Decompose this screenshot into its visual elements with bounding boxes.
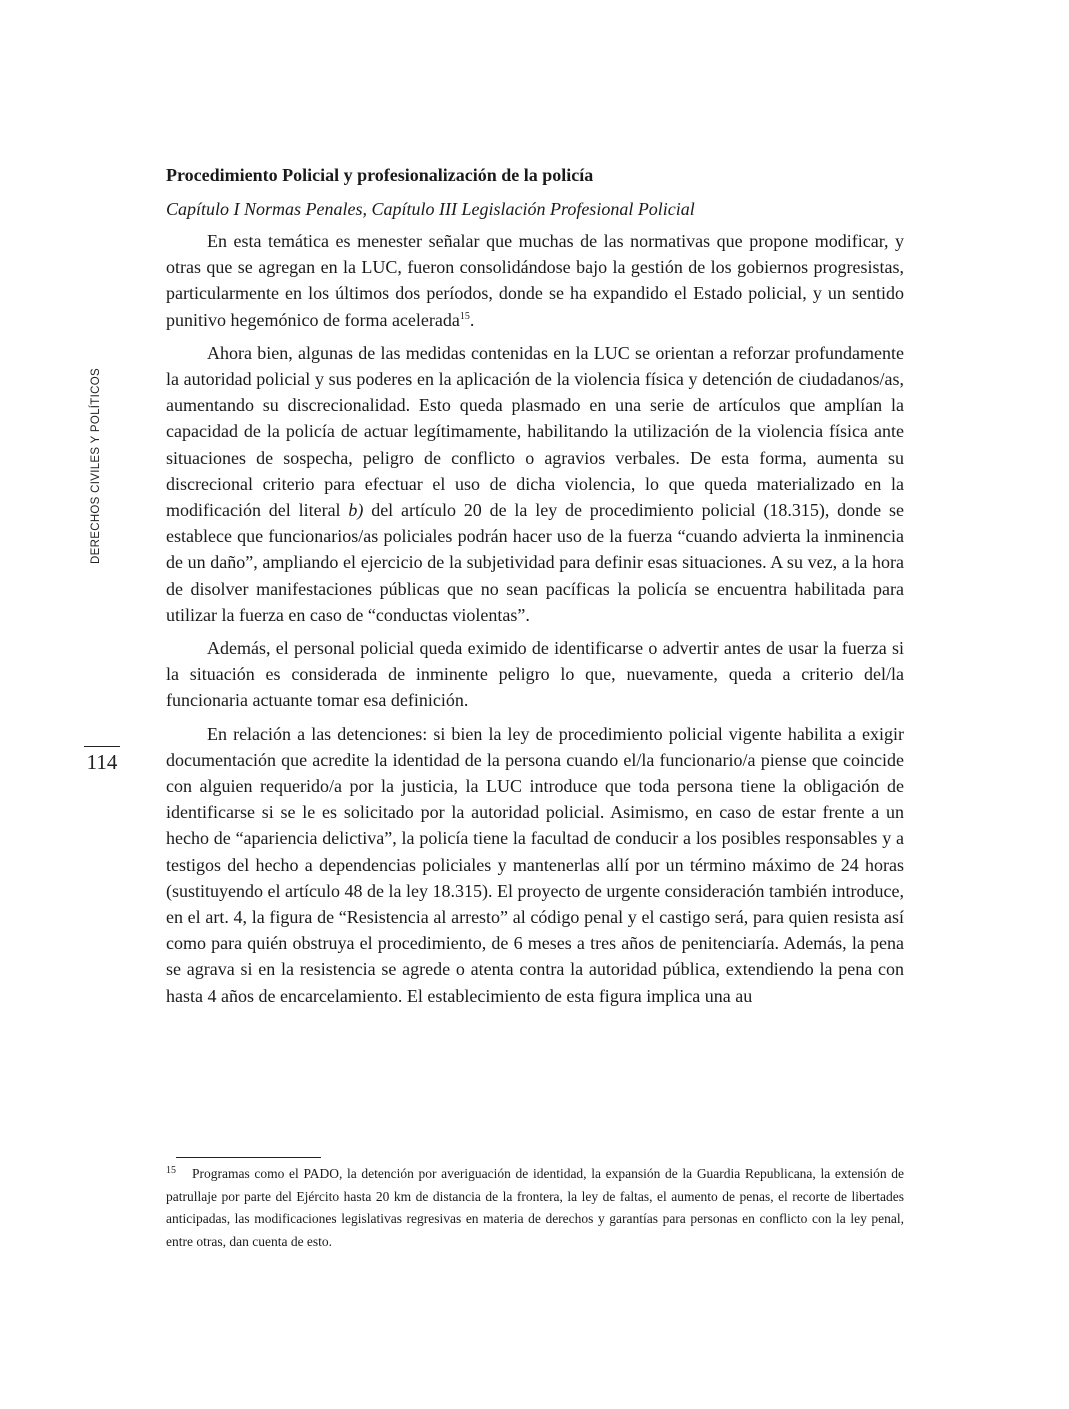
section-heading: Procedimiento Policial y profesionalización de la policía (166, 165, 594, 185)
paragraph-1-end: . (469, 309, 475, 330)
main-content (166, 160, 904, 1016)
section-side-label: DERECHOS CIVILES Y POLÍTICOS (90, 368, 102, 564)
footnote-number: 15 (166, 1165, 176, 1176)
paragraph-1-text: En esta temática es menester señalar que muchas de las normativas que propone modificar, y otras que se agregan en la LUC, fueron consolidándose bajo la gestión de los gobiernos progresistas, particularmente en los últimos dos períodos, donde se ha expandido el Estado policial, y un sentido punitivo hegemónico de forma acelerada (166, 231, 904, 330)
footnote (166, 1160, 904, 1253)
paragraph-2 (166, 340, 904, 628)
footnote-rule (176, 1157, 321, 1158)
page-number-rule (84, 746, 120, 747)
footnote-text: Programas como el PADO, la detención por averiguación de identidad, la expansión de la Guardia Republicana, la extensión de patrullaje por parte del Ejército hasta 20 km de distancia de la frontera, la ley de faltas, el aumento de penas, el recorte de libertades anticipadas, las modificaciones legislativas regresivas en materia de derechos y garantías para personas en conflicto con la ley penal, entre otras, dan cuenta de esto. (166, 1166, 904, 1249)
paragraph-2-italic: b) (348, 500, 364, 521)
paragraph-2-text-b: del artículo 20 de la ley de procedimiento policial (18.315), donde se establece que funcionarios/as policiales podrán hacer uso de la fuerza “cuando advierta la inminencia de un daño”, ampliando el ejercicio de la subjetividad para definir esas situaciones. A su vez, a la hora de disolver manifestaciones públicas que no sean pacíficas la policía se encuentra habilitada para utilizar la fuerza en caso de “conductas violentas”. (166, 500, 904, 625)
section-subheading: Capítulo I Normas Penales, Capítulo III Legislación Profesional Policial (166, 199, 695, 219)
paragraph-1 (166, 228, 904, 333)
paragraph-4: En relación a las detenciones: si bien la ley de procedimiento policial vigente habilita a exigir documentación que acredite la identidad de la persona cuando el/la funcionario/a piense que coincide con alguien requerido/a por la justicia, la LUC introduce que toda persona tiene la obligación de identificarse si se le es solicitado por la autoridad policial. Asimismo, en caso de estar frente a un hecho de “apariencia delictiva”, la policía tiene la facultad de conducir a los posibles responsables y a testigos del hecho a dependencias policiales y mantenerlas allí por un término máximo de 24 horas (sustituyendo el artículo 48 de la ley 18.315). El proyecto de urgente consideración también introduce, en el art. 4, la figura de “Resistencia al arresto” al código penal y el castigo será, para quien resista así como para quién obstruya el procedimiento, de 6 meses a tres años de penitenciaría. Además, la pena se agrava si en la resistencia se agrede o atenta contra la autoridad pública, extendiendo la pena con hasta 4 años de encarcelamiento. El establecimiento de esta figura implica una au (166, 723, 904, 1006)
paragraph-2-text-a: Ahora bien, algunas de las medidas contenidas en la LUC se orientan a reforzar profundamente la autoridad policial y sus poderes en la aplicación de la violencia física y detención de ciudadanos/as, aumentando su discrecionalidad. Esto queda plasmado en una serie de artículos que amplían la capacidad de la policía de actuar legítimamente, habilitando la utilización de la violencia física ante situaciones de sospecha, peligro de conflicto o agravios verbales. De esta forma, aumenta su discrecional criterio para efectuar el uso de dicha violencia, lo que queda materializado en la modificación del literal (166, 342, 904, 521)
footnote-reference[interactable]: 15 (459, 310, 470, 322)
page-number: 114 (86, 750, 118, 774)
paragraph-3: Además, el personal policial queda eximido de identificarse o advertir antes de usar la fuerza si la situación es considerada de inminente peligro lo que, nuevamente, queda a criterio del/la funcionaria actuante tomar esa definición. (166, 638, 904, 711)
